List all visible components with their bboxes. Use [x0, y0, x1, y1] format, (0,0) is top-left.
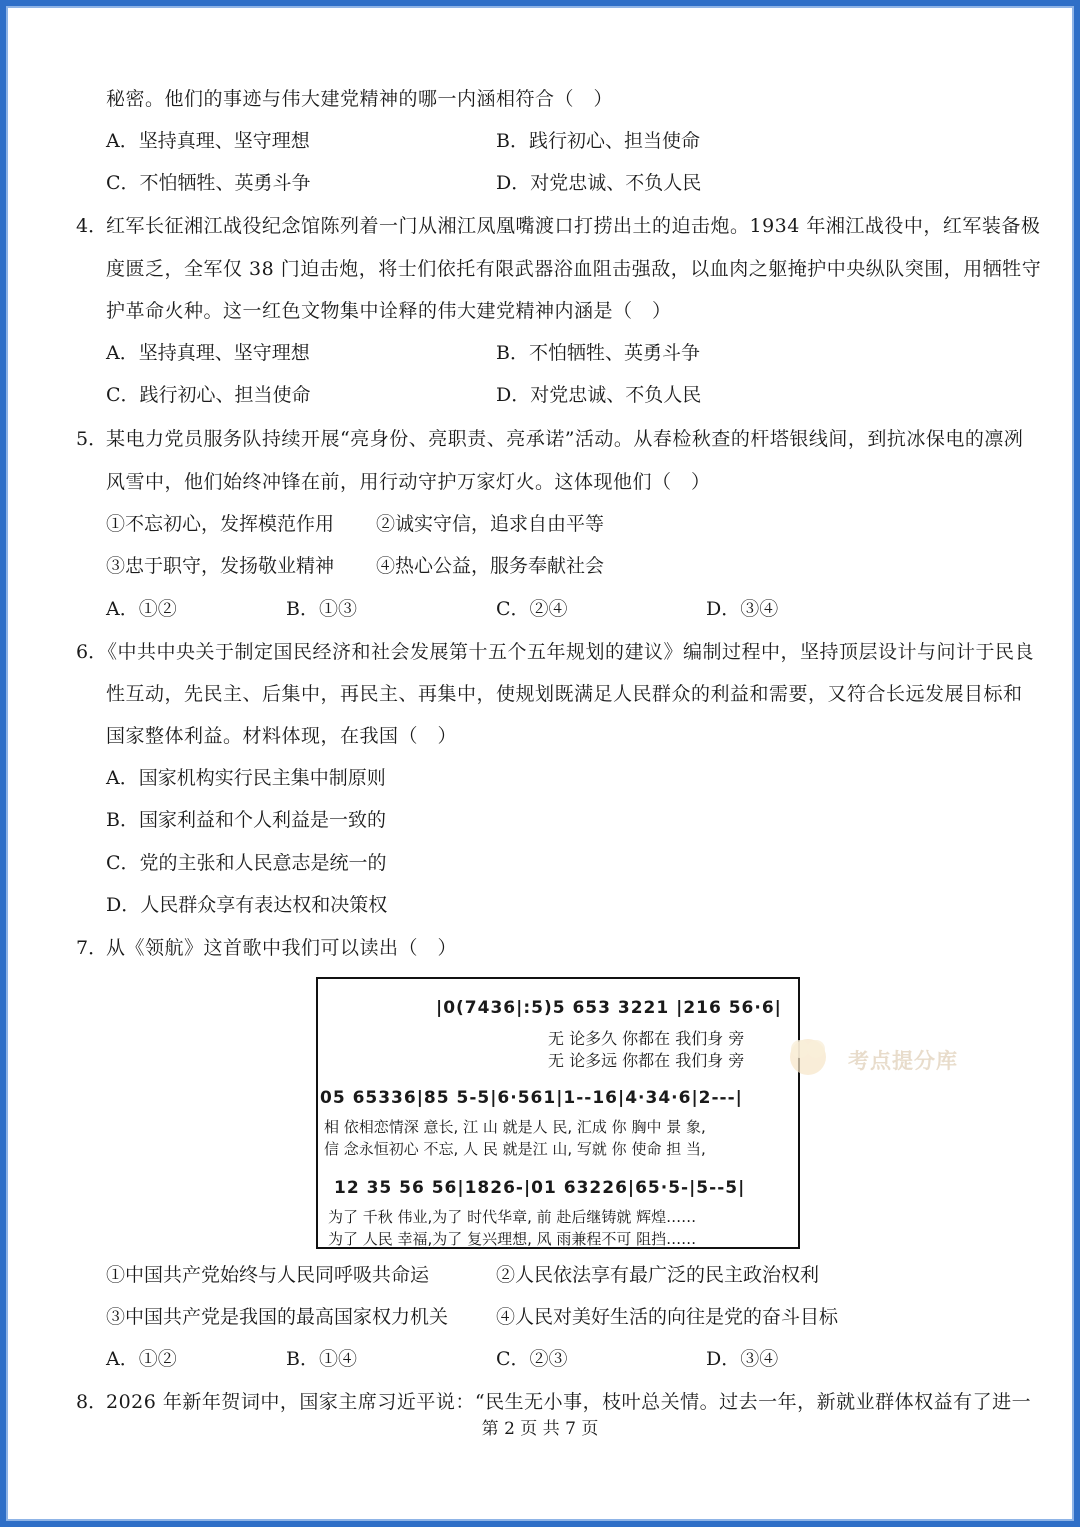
q5-number: 5．	[76, 428, 108, 450]
q7-option-a[interactable]: A．①②	[106, 1348, 177, 1370]
score-row1-lyric2: 无 论多远 你都在 我们身 旁	[548, 1051, 745, 1070]
q7-statement-1: ①中国共产党始终与人民同呼吸共命运	[106, 1264, 430, 1286]
q3-stem-continuation: 秘密。他们的事迹与伟大建党精神的哪一内涵相符合（ ）	[106, 88, 614, 110]
q5-stem-line2: 风雪中，他们始终冲锋在前，用行动守护万家灯火。这体现他们（ ）	[106, 471, 711, 493]
q7-stem-line1: 从《领航》这首歌中我们可以读出（ ）	[106, 937, 458, 959]
q7-statement-3: ③中国共产党是我国的最高国家权力机关	[106, 1306, 449, 1328]
score-row2-notes: 05 65336|85 5-5|6·561|1--16|4·34·6|2---|	[320, 1088, 743, 1108]
q4-stem-line3: 护革命火种。这一红色文物集中诠释的伟大建党精神内涵是（ ）	[106, 300, 672, 322]
music-score	[316, 977, 800, 1249]
q5-statement-1: ①不忘初心，发挥模范作用	[106, 513, 335, 535]
page-footer: 第 2 页 共 7 页	[481, 1419, 599, 1439]
score-row2-lyric1: 相 依相恋情深 意长, 江 山 就是人 民, 汇成 你 胸中 景 象,	[324, 1118, 706, 1136]
q6-number: 6．	[76, 641, 108, 663]
q4-option-a[interactable]: A．坚持真理、坚守理想	[106, 342, 310, 364]
q7-option-b[interactable]: B．①④	[286, 1348, 357, 1370]
q6-option-d[interactable]: D．人民群众享有表达权和决策权	[106, 894, 388, 916]
q5-option-b[interactable]: B．①③	[286, 598, 357, 620]
q4-stem-line1: 红军长征湘江战役纪念馆陈列着一门从湘江凤凰嘴渡口打捞出土的迫击炮。1934 年湘江战役中，红军装备极	[106, 215, 1041, 237]
q6-option-c[interactable]: C．党的主张和人民意志是统一的	[106, 852, 387, 874]
q6-stem-line3: 国家整体利益。材料体现，在我国（ ）	[106, 725, 458, 747]
score-row2-lyric2: 信 念永恒初心 不忘, 人 民 就是江 山, 写就 你 使命 担 当,	[324, 1140, 706, 1158]
q5-option-a[interactable]: A．①②	[106, 598, 177, 620]
q5-statement-3: ③忠于职守，发扬敬业精神	[106, 555, 335, 577]
score-row3-lyric2: 为了 人民 幸福,为了 复兴理想, 风 雨兼程不可 阻挡……	[328, 1230, 697, 1248]
q6-option-a[interactable]: A．国家机构实行民主集中制原则	[106, 767, 386, 789]
q8-stem-line1: 2026 年新年贺词中，国家主席习近平说：“民生无小事，枝叶总关情。过去一年，新就业群体权益有了进一	[106, 1391, 1032, 1413]
q5-option-d[interactable]: D．③④	[706, 598, 779, 620]
q7-statement-4: ④人民对美好生活的向往是党的奋斗目标	[496, 1306, 839, 1328]
q3-option-d[interactable]: D．对党忠诚、不负人民	[496, 172, 702, 194]
q3-option-a[interactable]: A．坚持真理、坚守理想	[106, 130, 310, 152]
q4-stem-line2: 度匮乏，全军仅 38 门迫击炮，将士们依托有限武器浴血阻击强敌，以血肉之躯掩护中央纵队突围，用牺牲守	[106, 258, 1042, 280]
q6-option-b[interactable]: B．国家利益和个人利益是一致的	[106, 809, 386, 831]
watermark-text: 考点提分库	[848, 1049, 958, 1073]
q3-option-c[interactable]: C．不怕牺牲、英勇斗争	[106, 172, 311, 194]
q4-option-b[interactable]: B．不怕牺牲、英勇斗争	[496, 342, 700, 364]
q7-option-c[interactable]: C．②③	[496, 1348, 568, 1370]
score-row3-notes: 12 35 56 56|1826-|01 63226|65·5-|5--5|	[334, 1178, 746, 1198]
q6-stem-line1: 《中共中央关于制定国民经济和社会发展第十五个五年规划的建议》编制过程中，坚持顶层设计与问计于民良	[98, 641, 1035, 663]
q5-option-c[interactable]: C．②④	[496, 598, 568, 620]
q8-number: 8．	[76, 1391, 108, 1413]
q5-statement-4: ④热心公益，服务奉献社会	[376, 555, 605, 577]
q3-option-b[interactable]: B．践行初心、担当使命	[496, 130, 700, 152]
score-row1-lyric1: 无 论多久 你都在 我们身 旁	[548, 1029, 745, 1048]
q4-option-d[interactable]: D．对党忠诚、不负人民	[496, 384, 702, 406]
q4-option-c[interactable]: C．践行初心、担当使命	[106, 384, 311, 406]
q6-stem-line2: 性互动，先民主、后集中，再民主、再集中，使规划既满足人民群众的利益和需要，又符合长远发展目标和	[106, 683, 1023, 705]
q7-option-d[interactable]: D．③④	[706, 1348, 779, 1370]
q7-statement-2: ②人民依法享有最广泛的民主政治权利	[496, 1264, 820, 1286]
q5-statement-2: ②诚实守信，追求自由平等	[376, 513, 605, 535]
q5-stem-line1: 某电力党员服务队持续开展“亮身份、亮职责、亮承诺”活动。从春检秋查的杆塔银线间，到抗冰保电的凛冽	[106, 428, 1024, 450]
q7-number: 7．	[76, 937, 108, 959]
score-row1-notes: |0(7436|:5)5 653 3221 |216 56·6|	[436, 998, 782, 1018]
q4-number: 4．	[76, 215, 108, 237]
score-row3-lyric1: 为了 千秋 伟业,为了 时代华章, 前 赴后继铸就 辉煌……	[328, 1208, 697, 1226]
